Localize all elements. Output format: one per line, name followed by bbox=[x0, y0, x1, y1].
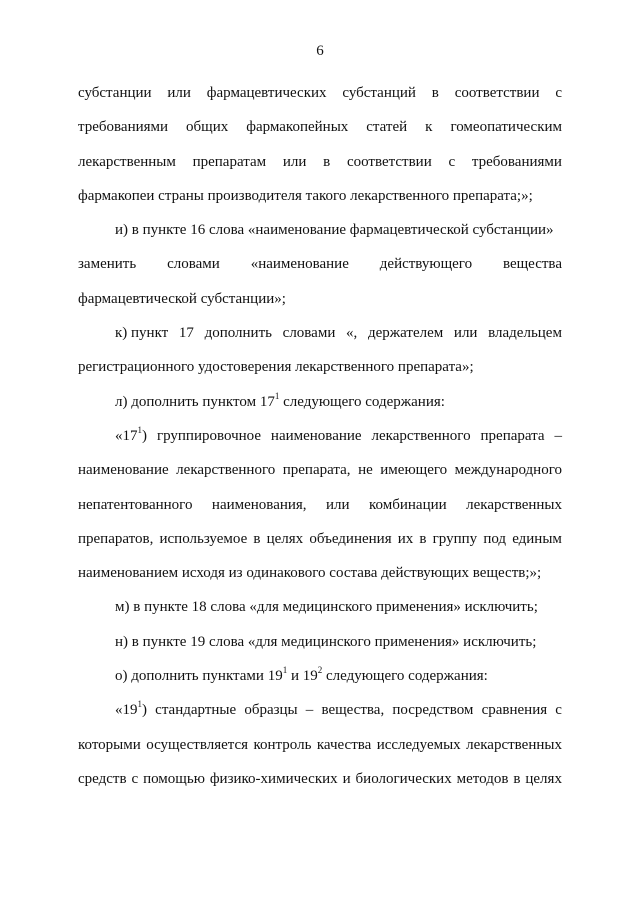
text-line: фармацевтической субстанции»; bbox=[78, 290, 286, 307]
word: к bbox=[425, 119, 433, 136]
word: группировочное bbox=[156, 427, 261, 444]
word: требованиями bbox=[471, 153, 562, 170]
word: статей bbox=[366, 119, 408, 136]
text-span: л) дополнить пунктом 17 bbox=[115, 393, 275, 410]
word: 17 bbox=[178, 325, 194, 342]
word: или bbox=[167, 85, 191, 101]
superscript: 1 bbox=[282, 665, 288, 676]
text-span: «19 bbox=[115, 702, 138, 719]
word: помощью bbox=[143, 770, 205, 787]
word: в bbox=[253, 530, 261, 547]
word: препаратов, bbox=[78, 530, 154, 547]
word: средств bbox=[78, 770, 127, 787]
word: – bbox=[305, 702, 314, 719]
superscript: 2 bbox=[317, 665, 323, 676]
word: наименование bbox=[270, 427, 362, 444]
word: и bbox=[342, 770, 351, 787]
word: общих bbox=[186, 119, 229, 136]
word: лекарственных bbox=[466, 736, 562, 753]
word: единым bbox=[512, 530, 562, 547]
text-line: наименованием исходя из одинакового состава действующих веществ;»; bbox=[78, 565, 542, 582]
word: владельцем bbox=[488, 325, 562, 342]
word: непатентованного bbox=[78, 496, 193, 513]
word: гомеопатическим bbox=[450, 119, 562, 136]
word: международного bbox=[454, 462, 562, 479]
paragraph-k bbox=[78, 316, 562, 350]
word: действующего bbox=[379, 256, 473, 273]
text-span: «17 bbox=[115, 427, 138, 444]
definition-label bbox=[115, 693, 147, 727]
document-body bbox=[78, 76, 562, 796]
text-span: следующего содержания: bbox=[322, 668, 488, 685]
word: в bbox=[431, 85, 439, 101]
word: субстанций bbox=[342, 85, 416, 101]
text-span: и 19 bbox=[287, 668, 318, 685]
word: наименования, bbox=[211, 496, 307, 513]
text-line: регистрационного удостоверения лекарственного препарата»; bbox=[78, 359, 474, 376]
word: целях bbox=[266, 530, 304, 547]
word: требованиями bbox=[78, 119, 169, 136]
word: образцы bbox=[244, 702, 298, 719]
definition-17-1 bbox=[78, 419, 562, 453]
word: с bbox=[555, 85, 562, 101]
word: контроль bbox=[253, 736, 312, 753]
text-line bbox=[78, 110, 562, 144]
text-line bbox=[78, 488, 562, 522]
word: целях bbox=[525, 770, 562, 787]
word: препарата, bbox=[282, 462, 351, 479]
word: используемое bbox=[159, 530, 248, 547]
word: держателем bbox=[367, 325, 444, 342]
word: осуществляется bbox=[146, 736, 249, 753]
word: с bbox=[448, 153, 456, 170]
page-number: 6 bbox=[316, 43, 324, 59]
word: биологических bbox=[355, 770, 452, 787]
definition-label bbox=[115, 419, 147, 453]
word: лекарственным bbox=[78, 153, 176, 170]
paragraph-m: м) в пункте 18 слова «для медицинского применения» исключить; bbox=[115, 599, 538, 616]
word: лекарственного bbox=[371, 427, 471, 444]
superscript: 1 bbox=[274, 390, 280, 401]
word: «, bbox=[346, 325, 358, 342]
word: качества bbox=[316, 736, 372, 753]
word: фармацевтических bbox=[206, 85, 327, 101]
text-line bbox=[78, 522, 562, 556]
word: или bbox=[326, 496, 350, 513]
paragraph-i: и) в пункте 16 слова «наименование фармацевтической субстанции» bbox=[115, 222, 554, 239]
word: с bbox=[555, 702, 562, 719]
word: дополнить bbox=[204, 325, 272, 342]
word: имеющего bbox=[380, 462, 448, 479]
word: наименование bbox=[78, 462, 169, 479]
word: соответствии bbox=[346, 153, 432, 170]
word: препаратам bbox=[192, 153, 267, 170]
word: к) пункт bbox=[115, 325, 169, 342]
paragraph-o bbox=[78, 659, 562, 693]
word: физико-химических bbox=[209, 770, 338, 787]
word: соответствии bbox=[454, 85, 540, 101]
word: объединения bbox=[309, 530, 392, 547]
word: заменить bbox=[78, 256, 137, 273]
text-line bbox=[78, 762, 562, 796]
word: или bbox=[453, 325, 478, 342]
word: фармакопейных bbox=[246, 119, 349, 136]
superscript: 1 bbox=[137, 699, 142, 710]
text-span: следующего содержания: bbox=[279, 393, 445, 410]
text-span: ) bbox=[142, 427, 147, 444]
word: сравнения bbox=[481, 702, 548, 719]
word: словами bbox=[167, 256, 220, 273]
word: «наименование bbox=[250, 256, 349, 273]
word: лекарственных bbox=[466, 496, 562, 513]
word: субстанции bbox=[78, 85, 152, 101]
definition-19-1 bbox=[78, 693, 562, 727]
word: их bbox=[397, 530, 414, 547]
word: вещества, bbox=[321, 702, 385, 719]
word: группу bbox=[432, 530, 478, 547]
word: лекарственного bbox=[176, 462, 276, 479]
word: под bbox=[483, 530, 507, 547]
word: в bbox=[419, 530, 427, 547]
word: комбинации bbox=[369, 496, 447, 513]
word: вещества bbox=[502, 256, 562, 273]
text-line bbox=[78, 247, 562, 281]
word: или bbox=[282, 153, 307, 170]
word: не bbox=[358, 462, 373, 479]
text-line bbox=[78, 728, 562, 762]
text-span: о) дополнить пунктами 19 bbox=[115, 668, 283, 685]
word: словами bbox=[282, 325, 336, 342]
paragraph-n: н) в пункте 19 слова «для медицинского применения» исключить; bbox=[115, 633, 537, 650]
word: методов bbox=[456, 770, 509, 787]
word: посредством bbox=[392, 702, 474, 719]
paragraph-l bbox=[78, 385, 562, 419]
word: которыми bbox=[78, 736, 141, 753]
word: с bbox=[131, 770, 139, 787]
word: в bbox=[323, 153, 331, 170]
text-span: ) bbox=[142, 702, 147, 719]
text-line bbox=[78, 145, 562, 179]
text-line bbox=[78, 453, 562, 487]
superscript: 1 bbox=[137, 424, 142, 435]
word: в bbox=[513, 770, 521, 787]
text-line bbox=[78, 76, 562, 110]
word: исследуемых bbox=[376, 736, 461, 753]
text-line: фармакопеи страны производителя такого лекарственного препарата;»; bbox=[78, 187, 533, 204]
word: стандартные bbox=[155, 702, 237, 719]
word: препарата bbox=[480, 427, 545, 444]
word: – bbox=[554, 427, 562, 444]
